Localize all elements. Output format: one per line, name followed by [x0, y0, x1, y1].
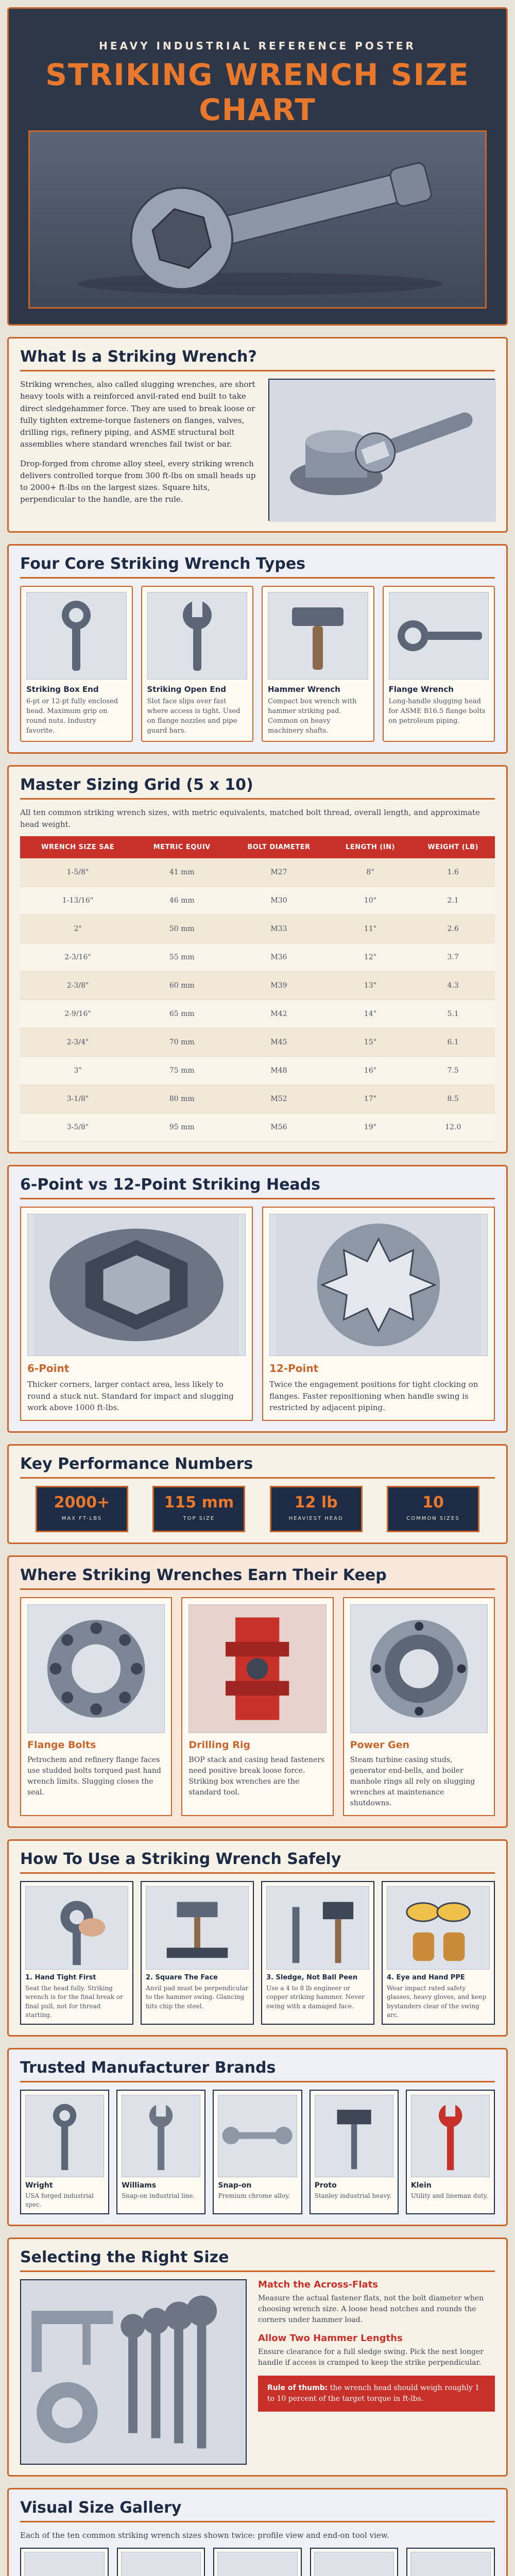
kpi-label: MAX FT-LBS: [61, 1515, 102, 1521]
table-cell: 80 mm: [135, 1085, 228, 1113]
step-name: 2. Square The Face: [146, 1973, 218, 1981]
gallery-title: Visual Size Gallery: [20, 2499, 495, 2522]
application-card: [20, 1597, 172, 1816]
what-paragraph-2: Drop-forged from chrome alloy steel, every striking wrench delivers controlled torque from 300 ft-lbs on small heads up to 2000+ ft-lbs on the largest sizes. Square hits, perpendicular to the handle, are the rule.: [20, 459, 256, 504]
step-name: 1. Hand Tight First: [25, 1973, 96, 1981]
brand-card: [406, 2090, 495, 2214]
brands-title: Trusted Manufacturer Brands: [20, 2059, 495, 2082]
table-header-cell: WRENCH SIZE SAE: [20, 836, 135, 858]
table-row: [20, 1028, 495, 1057]
table-cell: 8.5: [411, 1085, 495, 1113]
kpi-title: Key Performance Numbers: [20, 1455, 495, 1479]
select-heading-2: Allow Two Hammer Lengths: [258, 2333, 403, 2344]
table-cell: 10": [330, 887, 411, 915]
table-cell: 17": [330, 1085, 411, 1113]
twelve-point-card: [262, 1207, 495, 1421]
brand-name: Klein: [410, 2181, 432, 2190]
steps-title: How To Use a Striking Wrench Safely: [20, 1850, 495, 1874]
table-cell: 70 mm: [135, 1028, 228, 1057]
step-desc: Use a 4 to 8 lb engineer or copper striking hammer. Never swing with a damaged face.: [266, 1984, 365, 2010]
table-cell: M39: [228, 972, 329, 1000]
types-section: [7, 544, 508, 754]
gallery-item: [20, 2548, 109, 2576]
table-header-cell: WEIGHT (LB): [411, 836, 495, 858]
gallery-section: [7, 2488, 508, 2576]
table-row: [20, 915, 495, 943]
twelve-point-name: 12-Point: [269, 1362, 319, 1375]
striking-wrench-illustration: [30, 132, 485, 307]
table-cell: 3.7: [411, 943, 495, 972]
step-name: 4. Eye and Hand PPE: [387, 1973, 465, 1981]
wrench-profile-icon: [410, 2552, 491, 2576]
app-desc: Petrochem and refinery flange faces use studded bolts torqued past hand wrench limits. Slugging closes the seal.: [27, 1755, 161, 1797]
step-card: [261, 1881, 374, 2025]
rule-text: the wrench head should weigh roughly 1 to 10 percent of the target torque in ft-lbs.: [267, 2384, 480, 2403]
hammer-wrench-icon: [268, 592, 368, 680]
six-point-name: 6-Point: [27, 1362, 70, 1375]
sizing-grid-section: [7, 765, 508, 1154]
brand-desc: USA forged industrial spec.: [25, 2192, 94, 2209]
step-card: [382, 1881, 495, 2025]
brand-name: Snap-on: [218, 2181, 252, 2190]
kpi-label: COMMON SIZES: [406, 1515, 460, 1521]
table-header-cell: LENGTH (IN): [330, 836, 411, 858]
table-cell: M30: [228, 887, 329, 915]
open-end-wrench-icon: [147, 592, 248, 680]
table-row: [20, 1113, 495, 1142]
table-cell: 75 mm: [135, 1057, 228, 1085]
square-face-icon: [146, 1886, 249, 1970]
hero-wrench-image: [28, 130, 487, 309]
brands-section: [7, 2048, 508, 2226]
step-desc: Anvil pad must be perpendicular to the hammer swing. Glancing hits chip the steel.: [146, 1984, 249, 2010]
table-cell: 7.5: [411, 1057, 495, 1085]
wrench-icon: [122, 2095, 200, 2177]
type-card: [141, 586, 254, 742]
wrench-icon: [411, 2095, 490, 2177]
brand-desc: Stanley industrial heavy.: [314, 2192, 392, 2200]
caliper-wrenches-image: [20, 2279, 247, 2465]
brand-desc: Premium chrome alloy.: [218, 2192, 290, 2200]
table-cell: 3-5/8": [20, 1113, 135, 1142]
type-name: Hammer Wrench: [268, 685, 340, 694]
table-cell: 1.6: [411, 858, 495, 887]
brand-card: [310, 2090, 399, 2214]
kpi-value: 115 mm: [164, 1493, 234, 1512]
kpi-value: 2000+: [54, 1493, 110, 1512]
table-cell: 50 mm: [135, 915, 228, 943]
table-cell: M33: [228, 915, 329, 943]
table-cell: M36: [228, 943, 329, 972]
table-cell: 1-13/16": [20, 887, 135, 915]
table-header-cell: BOLT DIAMETER: [228, 836, 329, 858]
brand-desc: Snap-on industrial line.: [122, 2192, 195, 2200]
hero-banner: [7, 7, 508, 326]
type-name: Striking Box End: [26, 685, 99, 694]
kpi-tile: [152, 1486, 245, 1532]
flange-wrench-icon: [389, 592, 489, 680]
app-desc: Steam turbine casing studs, generator end-bells, and boiler manhole rings all rely on slugging wrenches at maintenance shutdowns.: [350, 1755, 475, 1807]
wrench-profile-icon: [314, 2552, 394, 2576]
table-header-cell: METRIC EQUIV: [135, 836, 228, 858]
table-cell: M52: [228, 1085, 329, 1113]
application-card: [343, 1597, 495, 1816]
six-point-card: [20, 1207, 253, 1421]
box-end-wrench-icon: [26, 592, 127, 680]
step-desc: Wear impact rated safety glasses, heavy gloves, and keep bystanders clear of the swing arc.: [387, 1984, 487, 2019]
gallery-item: [213, 2548, 302, 2576]
what-is-title: What Is a Striking Wrench?: [20, 348, 495, 371]
kpi-section: [7, 1444, 508, 1544]
gallery-item: [117, 2548, 205, 2576]
kpi-value: 12 lb: [294, 1493, 338, 1512]
table-cell: 14": [330, 1000, 411, 1028]
types-title: Four Core Striking Wrench Types: [20, 555, 495, 579]
table-cell: 2.1: [411, 887, 495, 915]
table-cell: 65 mm: [135, 1000, 228, 1028]
table-cell: 3-1/8": [20, 1085, 135, 1113]
apps-title: Where Striking Wrenches Earn Their Keep: [20, 1566, 495, 1590]
table-cell: M27: [228, 858, 329, 887]
brand-card: [20, 2090, 109, 2214]
table-cell: 4.3: [411, 972, 495, 1000]
heads-title: 6-Point vs 12-Point Striking Heads: [20, 1176, 495, 1199]
select-title: Selecting the Right Size: [20, 2248, 495, 2272]
grid-intro: All ten common striking wrench sizes, with metric equivalents, matched bolt thread, overall length, and approximate head weight.: [20, 808, 480, 829]
app-name: Power Gen: [350, 1739, 410, 1751]
step-card: [20, 1881, 133, 2025]
table-cell: 2-9/16": [20, 1000, 135, 1028]
kpi-tile: [387, 1486, 479, 1532]
type-desc: 6-pt or 12-pt fully enclosed head. Maximum grip on round nuts. Industry favorite.: [26, 698, 118, 735]
power-gen-image: [350, 1604, 488, 1733]
hero-kicker: HEAVY INDUSTRIAL REFERENCE POSTER: [99, 40, 416, 52]
type-name: Flange Wrench: [388, 685, 454, 694]
type-card: [20, 586, 133, 742]
sledge-hammer-icon: [266, 1886, 369, 1970]
brand-desc: Utility and lineman duty.: [410, 2192, 488, 2200]
table-row: [20, 1000, 495, 1028]
rule-label: Rule of thumb:: [267, 2384, 328, 2393]
table-cell: 19": [330, 1113, 411, 1142]
what-paragraph-1: Striking wrenches, also called slugging wrenches, are short heavy tools with a reinforced anvil-rated end built to take direct sledgehammer force. They are used to break loose or fully tighten extreme-torque fasteners on flanges, valves, drilling rigs, refinery piping, and ASME structural bolt assemblies where standard wrenches fail twist or bar.: [20, 380, 255, 449]
wrench-icon: [218, 2095, 297, 2177]
twelve-point-head-image: [269, 1214, 488, 1356]
app-name: Drilling Rig: [188, 1739, 251, 1751]
brand-name: Wright: [25, 2181, 53, 2190]
hand-tighten-icon: [25, 1886, 128, 1970]
table-cell: 2-3/16": [20, 943, 135, 972]
brand-card: [213, 2090, 302, 2214]
gallery-grid: [20, 2548, 495, 2576]
select-heading-1: Match the Across-Flats: [258, 2279, 378, 2291]
type-card: [383, 586, 495, 742]
table-cell: 15": [330, 1028, 411, 1057]
type-desc: Slot face slips over fast where access is tight. Used on flange nozzles and pipe guard bars.: [147, 698, 241, 735]
safety-ppe-icon: [387, 1886, 490, 1970]
app-desc: BOP stack and casing head fasteners need positive break loose force. Striking box wrenches are the standard tool.: [188, 1755, 325, 1797]
type-desc: Long-handle slugging head for ASME B16.5 flange bolts on petroleum piping.: [388, 698, 486, 725]
brand-name: Williams: [122, 2181, 157, 2190]
wrench-profile-icon: [217, 2552, 298, 2576]
table-cell: 12": [330, 943, 411, 972]
table-cell: 2.6: [411, 915, 495, 943]
kpi-label: HEAVIEST HEAD: [288, 1515, 344, 1521]
what-is-section: [7, 337, 508, 533]
applications-section: [7, 1555, 508, 1828]
app-name: Flange Bolts: [27, 1739, 96, 1751]
table-cell: 6.1: [411, 1028, 495, 1057]
table-cell: 13": [330, 972, 411, 1000]
table-cell: 2-3/8": [20, 972, 135, 1000]
selecting-size-section: [7, 2238, 508, 2477]
hammer-icon: [315, 2095, 393, 2177]
six-point-desc: Thicker corners, larger contact area, less likely to round a stuck nut. Standard for impact and slugging work above 1000 ft-lbs.: [27, 1380, 234, 1413]
table-row: [20, 858, 495, 887]
hero-title: STRIKING WRENCH SIZE CHART: [45, 57, 470, 127]
table-cell: 46 mm: [135, 887, 228, 915]
kpi-value: 10: [422, 1493, 444, 1512]
table-cell: 5.1: [411, 1000, 495, 1028]
table-cell: 60 mm: [135, 972, 228, 1000]
table-row: [20, 943, 495, 972]
table-row: [20, 972, 495, 1000]
wrench-profile-icon: [121, 2552, 201, 2576]
table-cell: 11": [330, 915, 411, 943]
grid-title: Master Sizing Grid (5 x 10): [20, 776, 495, 800]
table-cell: 8": [330, 858, 411, 887]
table-cell: 95 mm: [135, 1113, 228, 1142]
type-desc: Compact box wrench with hammer striking pad. Common on heavy machinery shafts.: [268, 698, 357, 735]
twelve-point-desc: Twice the engagement positions for tight clocking on flanges. Faster repositioning when handle swing is restricted by adjacent piping.: [269, 1380, 478, 1413]
table-cell: 3": [20, 1057, 135, 1085]
sizing-table: [20, 836, 495, 1142]
table-cell: 2": [20, 915, 135, 943]
gallery-item: [406, 2548, 495, 2576]
table-cell: 12.0: [411, 1113, 495, 1142]
step-card: [141, 1881, 254, 2025]
wrench-icon: [25, 2095, 104, 2177]
table-cell: M48: [228, 1057, 329, 1085]
table-cell: 2-3/4": [20, 1028, 135, 1057]
table-row: [20, 1057, 495, 1085]
flange-bolts-image: [27, 1604, 165, 1733]
flange-wrench-image: [268, 379, 495, 521]
table-cell: M42: [228, 1000, 329, 1028]
rule-of-thumb-box: [258, 2376, 495, 2412]
gallery-intro: Each of the ten common striking wrench sizes shown twice: profile view and end-on tool view.: [20, 2531, 389, 2540]
brand-card: [116, 2090, 205, 2214]
application-card: [181, 1597, 333, 1816]
kpi-tile: [36, 1486, 128, 1532]
type-card: [262, 586, 374, 742]
table-cell: 55 mm: [135, 943, 228, 972]
step-desc: Seat the head fully. Striking wrench is for the final break or final pull, not for thread starting.: [25, 1984, 123, 2019]
heads-section: [7, 1165, 508, 1433]
brand-name: Proto: [314, 2181, 337, 2190]
type-name: Striking Open End: [147, 685, 226, 694]
table-cell: 41 mm: [135, 858, 228, 887]
safety-steps-section: [7, 1839, 508, 2037]
select-text-2: Ensure clearance for a full sledge swing. Pick the next longer handle if access is cramped to keep the strike perpendicular.: [258, 2348, 484, 2367]
table-cell: M45: [228, 1028, 329, 1057]
table-cell: M56: [228, 1113, 329, 1142]
drilling-rig-image: [188, 1604, 326, 1733]
select-text-1: Measure the actual fastener flats, not the bolt diameter when choosing wrench size. A loose head notches and rounds the corners under hammer load.: [258, 2294, 484, 2325]
table-cell: 1-5/8": [20, 858, 135, 887]
kpi-tile: [270, 1486, 363, 1532]
step-name: 3. Sledge, Not Ball Peen: [266, 1973, 358, 1981]
table-row: [20, 1085, 495, 1113]
six-point-head-image: [27, 1214, 246, 1356]
gallery-item: [310, 2548, 399, 2576]
kpi-label: TOP SIZE: [183, 1515, 215, 1521]
table-row: [20, 887, 495, 915]
table-cell: 16": [330, 1057, 411, 1085]
wrench-profile-icon: [24, 2552, 105, 2576]
